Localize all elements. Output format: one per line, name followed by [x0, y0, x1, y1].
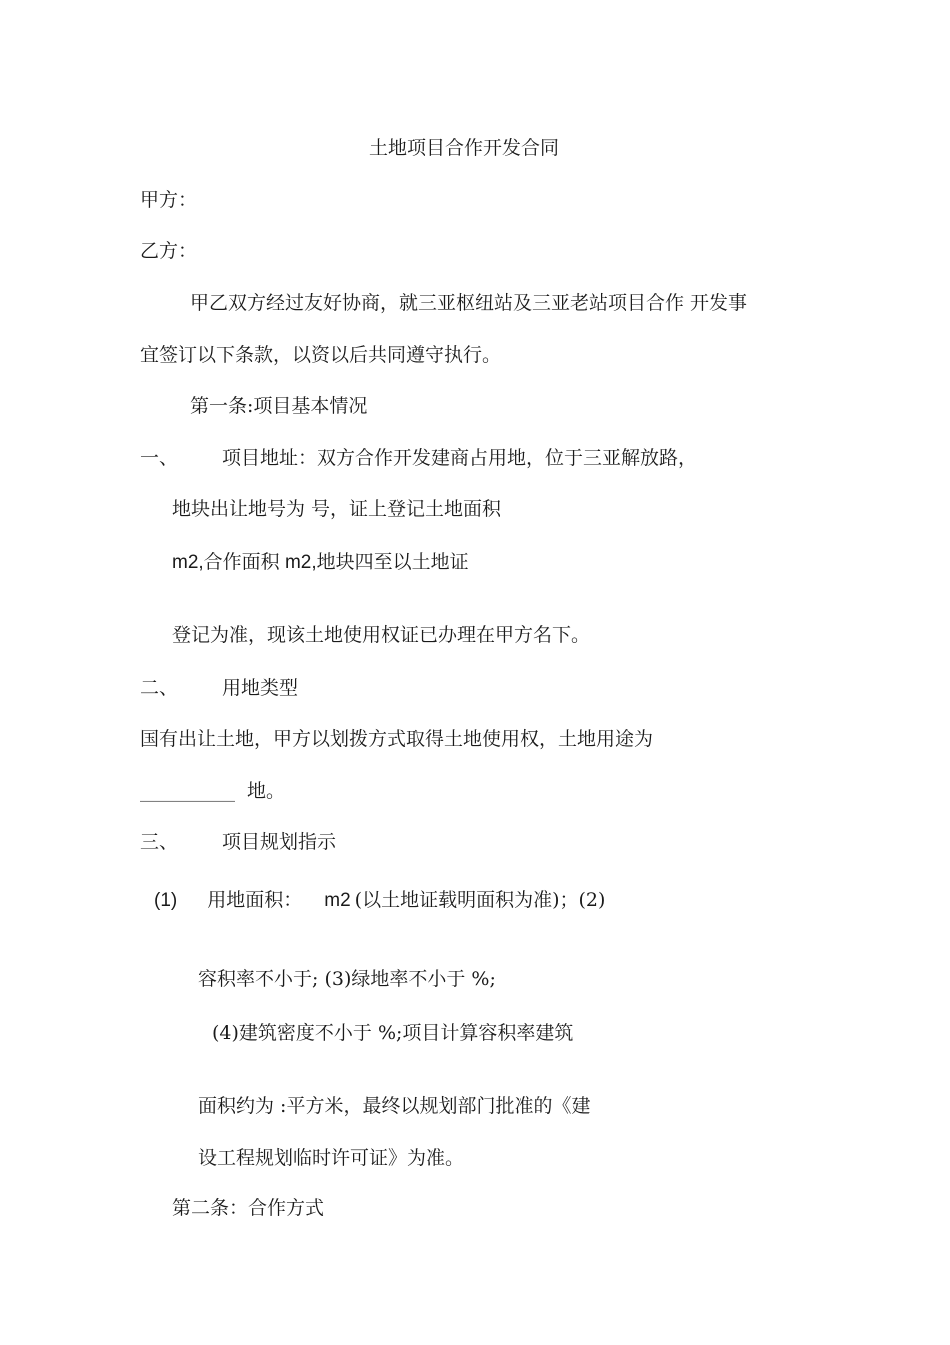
section-1-number: 一、 — [140, 447, 179, 469]
section-3-item-1 — [154, 888, 605, 913]
document-title: 土地项目合作开发合同 — [369, 137, 560, 159]
section-1-line-2: 地块出让地号为 号，证上登记土地面积 — [172, 498, 502, 520]
article-2-heading: 第二条：合作方式 — [172, 1197, 325, 1219]
section-3-heading — [140, 830, 336, 854]
section-2-line-2 — [140, 779, 285, 803]
article-1-heading: 第一条:项目基本情况 — [190, 395, 368, 417]
item-1-label: 用地面积： — [207, 889, 303, 911]
land-use-suffix: 地。 — [247, 780, 286, 802]
section-3-title: 项目规划指示 — [222, 831, 337, 853]
section-2-heading — [140, 676, 298, 700]
section-1-line-3: m2,合作面积 m2,地块四至以土地证 — [172, 552, 469, 573]
section-1-line-4: 登记为准，现该土地使用权证已办理在甲方名下。 — [172, 624, 591, 646]
section-3-line-3: (4)建筑密度不小于 %;项目计算容积率建筑 — [212, 1022, 574, 1044]
item-1-rest: (以土地证载明面积为准)；(2) — [354, 889, 606, 911]
section-2-number: 二、 — [140, 677, 179, 699]
party-b-label: 乙方： — [140, 240, 198, 262]
intro-paragraph-line-2: 宜签订以下条款，以资以后共同遵守执行。 — [140, 344, 502, 366]
section-3-number: 三、 — [140, 831, 179, 853]
section-1-title: 项目地址：双方合作开发建商占用地，位于三亚解放路， — [222, 447, 698, 469]
section-3-line-2: 容积率不小于; (3)绿地率不小于 %; — [198, 968, 496, 990]
section-2-title: 用地类型 — [222, 677, 299, 699]
item-1-number: (1) — [154, 890, 178, 911]
section-3-line-5: 设工程规划临时许可证》为准。 — [198, 1147, 465, 1169]
party-a-label: 甲方： — [140, 189, 198, 211]
section-1-heading — [140, 446, 697, 470]
land-use-blank: __________ — [140, 780, 235, 802]
section-2-line-1: 国有出让土地，甲方以划拨方式取得土地使用权，土地用途为 — [140, 728, 654, 750]
item-1-unit: m2 — [324, 890, 351, 911]
section-3-line-4: 面积约为 :平方米，最终以规划部门批准的《建 — [198, 1095, 591, 1117]
intro-paragraph-line-1: 甲乙双方经过友好协商，就三亚枢纽站及三亚老站项目合作 开发事 — [190, 292, 748, 314]
